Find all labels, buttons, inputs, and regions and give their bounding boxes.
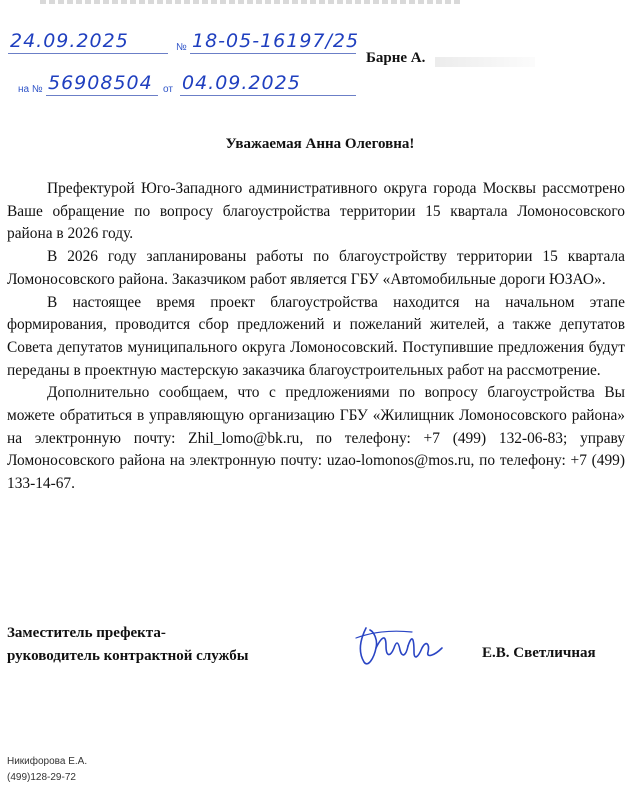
paragraph-1: Префектурой Юго-Западного административного округа города Москвы рассмотрено Ваше обращение по вопросу благоустройства территории 15 квартала Ломоносовского района в 2026 году. [7, 180, 625, 243]
reference-from-label: от [163, 84, 173, 95]
executor-name: Никифорова Е.А. [7, 756, 88, 767]
executor-phone: (499)128-29-72 [7, 772, 76, 783]
paragraph-4: Дополнительно сообщаем, что с предложениями по вопросу благоустройства Вы можете обратиться в управляющую организацию ГБУ «Жилищник Ломоносовского района» на электронную почту: Zhil_lomo@bk.ru, по телефону: +7 (499) 132-06-83; управу Ломоносовского района на электронную почту: uzao-lomonos@mos.ru, по телефону: +7 (499) 133-14-67. [7, 384, 625, 493]
reference-date: 04.09.2025 [182, 72, 301, 94]
paragraph-3: В настоящее время проект благоустройства находится на начальном этапе формирования, проводится сбор предложений и пожеланий жителей, а также депутатов Совета депутатов муниципального округа Ломоносовский. Поступившие предложения будут переданы в проектную мастерскую заказчика благоустроительных работ на рассмотрение. [7, 293, 625, 379]
registration-date: 24.09.2025 [10, 30, 129, 52]
letterhead-remnant [0, 0, 640, 14]
executor-info [7, 754, 87, 786]
registration-number-label: № [176, 42, 187, 53]
signatory-title [7, 622, 248, 668]
signatory-name: Е.В. Светличная [482, 645, 596, 661]
addressee: Барне А. [366, 50, 426, 66]
letter-body [7, 178, 625, 496]
greeting: Уважаемая Анна Олеговна! [225, 136, 415, 152]
signatory-title-line-2: руководитель контрактной службы [7, 648, 249, 664]
reference-label: на № [18, 84, 43, 95]
handwritten-signature [352, 618, 447, 670]
registration-number: 18-05-16197/25 [192, 30, 360, 52]
signatory-title-line-1: Заместитель префекта- [7, 625, 166, 641]
redacted-area [435, 57, 535, 67]
paragraph-2: В 2026 году запланированы работы по благоустройству территории 15 квартала Ломоносовского района. Заказчиком работ является ГБУ «Автомобильные дороги ЮЗАО». [7, 248, 625, 288]
reference-number: 56908504 [48, 72, 153, 94]
